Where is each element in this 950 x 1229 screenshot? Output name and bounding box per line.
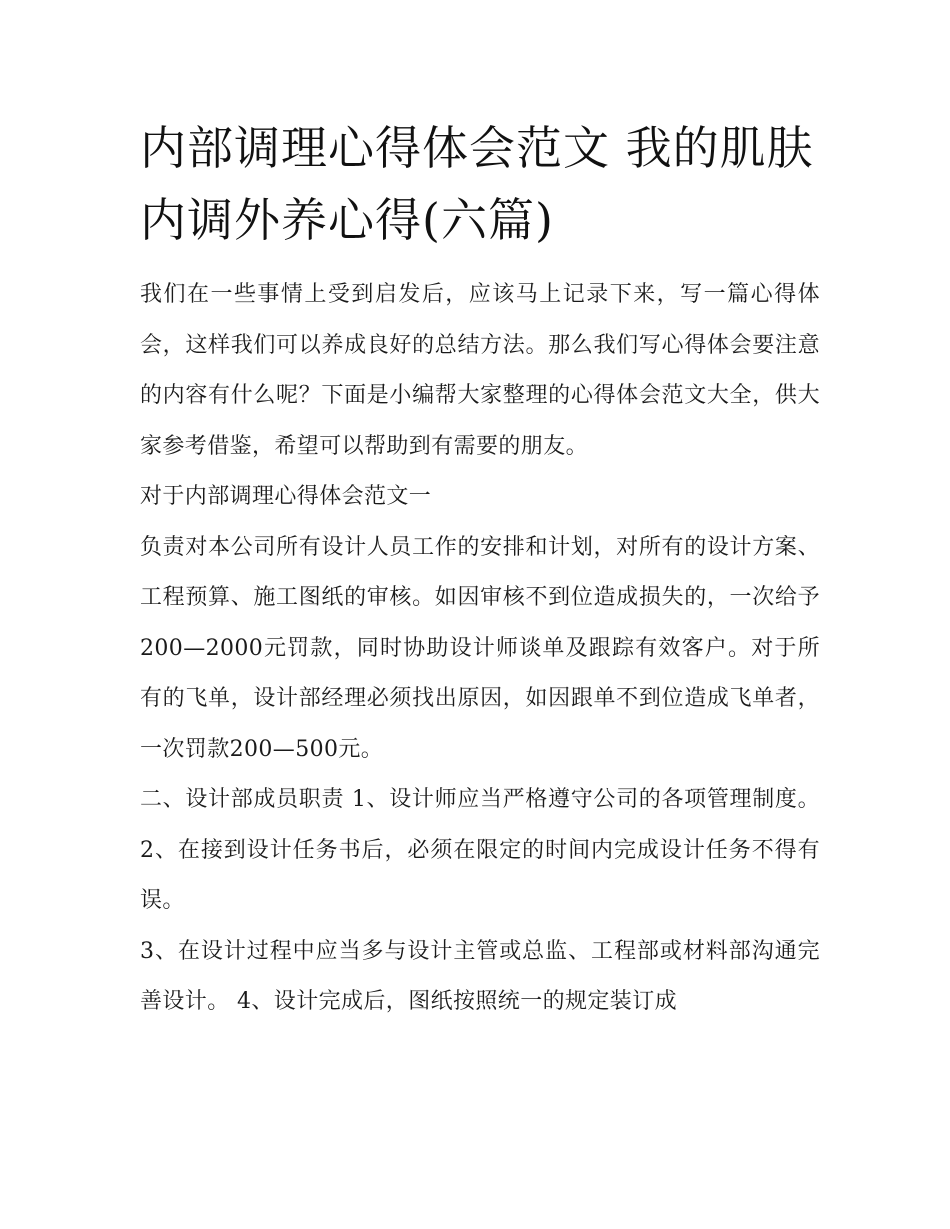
body-paragraph: 3、在设计过程中应当多与设计主管或总监、工程部或材料部沟通完善设计。 4、设计完成后，图纸按照统一的规定装订成 bbox=[140, 938, 820, 1014]
section-heading: 对于内部调理心得体会范文一 bbox=[140, 484, 432, 509]
body-paragraph: 负责对本公司所有设计人员工作的安排和计划，对所有的设计方案、工程预算、施工图纸的审核。如因审核不到位造成损失的，一次给予200—2000元罚款，同时协助设计师谈单及跟踪有效客户。对于所有的飞单，设计部经理必须找出原因，如因跟单不到位造成飞单者，一次罚款200—500元。 bbox=[140, 534, 820, 762]
intro-paragraph: 我们在一些事情上受到启发后，应该马上记录下来，写一篇心得体会，这样我们可以养成良好的总结方法。那么我们写心得体会要注意的内容有什么呢？下面是小编帮大家整理的心得体会范文大全，供大家参考借鉴，希望可以帮助到有需要的朋友。 bbox=[140, 282, 820, 459]
document-body bbox=[140, 270, 820, 1028]
document-title: 内部调理心得体会范文 我的肌肤内调外养心得(六篇) bbox=[140, 121, 814, 247]
body-paragraph: 二、设计部成员职责 1、设计师应当严格遵守公司的各项管理制度。 2、在接到设计任务书后，必须在限定的时间内完成设计任务不得有误。 bbox=[140, 787, 820, 913]
document-page bbox=[140, 112, 820, 1028]
